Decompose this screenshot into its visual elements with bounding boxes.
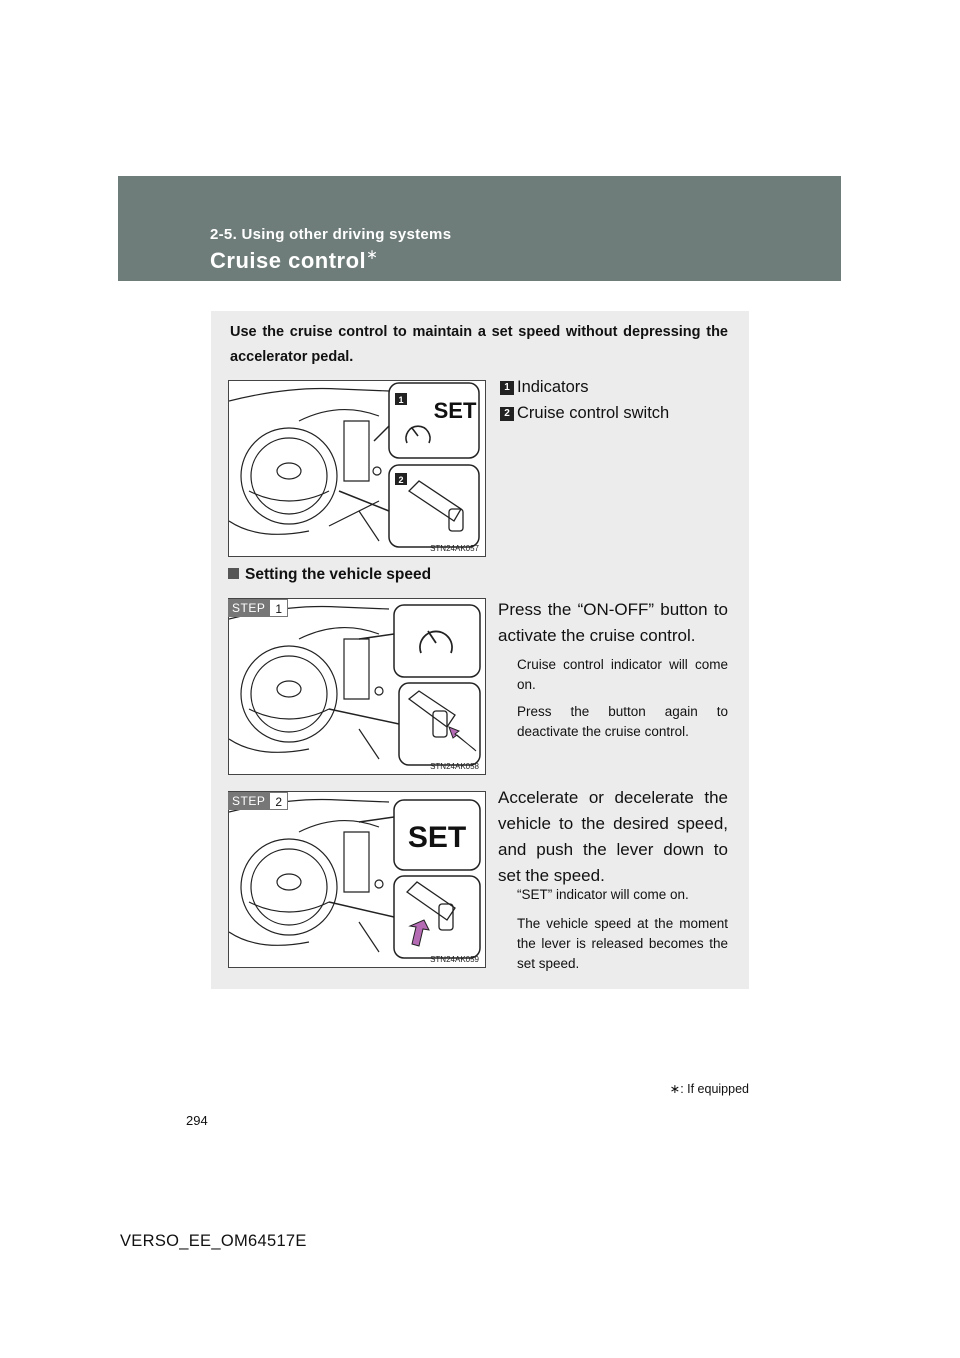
- legend-label: Indicators: [517, 378, 589, 396]
- footnote: [670, 1081, 749, 1096]
- step1-text: Press the “ON-OFF” button to activate the cruise control.: [498, 600, 728, 645]
- figure-code: STN24AK059: [430, 955, 479, 964]
- legend-label: Cruise control switch: [517, 404, 670, 422]
- step-label: STEP: [228, 792, 269, 810]
- step1-tag: [228, 599, 288, 617]
- page-number: 294: [186, 1113, 208, 1128]
- step1-figure: [228, 598, 486, 775]
- step1-note: Cruise control indicator will come on.: [517, 657, 728, 692]
- equipped-mark: ∗: [366, 246, 379, 262]
- header-band: [118, 176, 841, 281]
- step1-note: Press the button again to deactivate the cruise control.: [517, 704, 728, 739]
- document-code: VERSO_EE_OM64517E: [120, 1232, 307, 1250]
- step2-figure: [228, 791, 486, 968]
- page-title: [210, 248, 378, 274]
- step2-text: Accelerate or decelerate the vehicle to the desired speed, and push the lever down to set the speed.: [498, 788, 728, 885]
- footnote-text: : If equipped: [680, 1082, 749, 1096]
- set-indicator-label: SET: [433, 398, 477, 423]
- step2-note: The vehicle speed at the moment the lever is released becomes the set speed.: [517, 916, 728, 971]
- bullet-square-icon: [228, 568, 239, 579]
- section-label: 2-5. Using other driving systems: [210, 226, 452, 243]
- step2-illustration: [229, 792, 485, 967]
- figure-code: STN24AK057: [430, 544, 479, 553]
- step-label: STEP: [228, 599, 269, 617]
- step-number: 1: [269, 599, 288, 617]
- intro-text: Use the cruise control to maintain a set speed without depressing the accelerator pedal.: [230, 324, 728, 365]
- step2-tag: [228, 792, 288, 810]
- subheading-text: Setting the vehicle speed: [245, 566, 432, 583]
- callout-2-number: 2: [398, 475, 404, 485]
- step-number: 2: [269, 792, 288, 810]
- callout-1-number: 1: [398, 395, 404, 405]
- figure-code: STN24AK058: [430, 762, 479, 771]
- step1-illustration: [229, 599, 485, 774]
- set-indicator-label: SET: [407, 821, 467, 854]
- legend-item-switch: [500, 404, 669, 423]
- dashboard-illustration: [229, 381, 485, 556]
- footnote-mark: ∗: [669, 1082, 681, 1096]
- step2-note: “SET” indicator will come on.: [517, 887, 689, 902]
- subheading: [228, 566, 431, 584]
- legend-badge: 1: [500, 381, 514, 395]
- overview-figure: [228, 380, 486, 557]
- legend-badge: 2: [500, 407, 514, 421]
- legend-item-indicators: [500, 378, 589, 397]
- page-title-text: Cruise control: [210, 248, 367, 273]
